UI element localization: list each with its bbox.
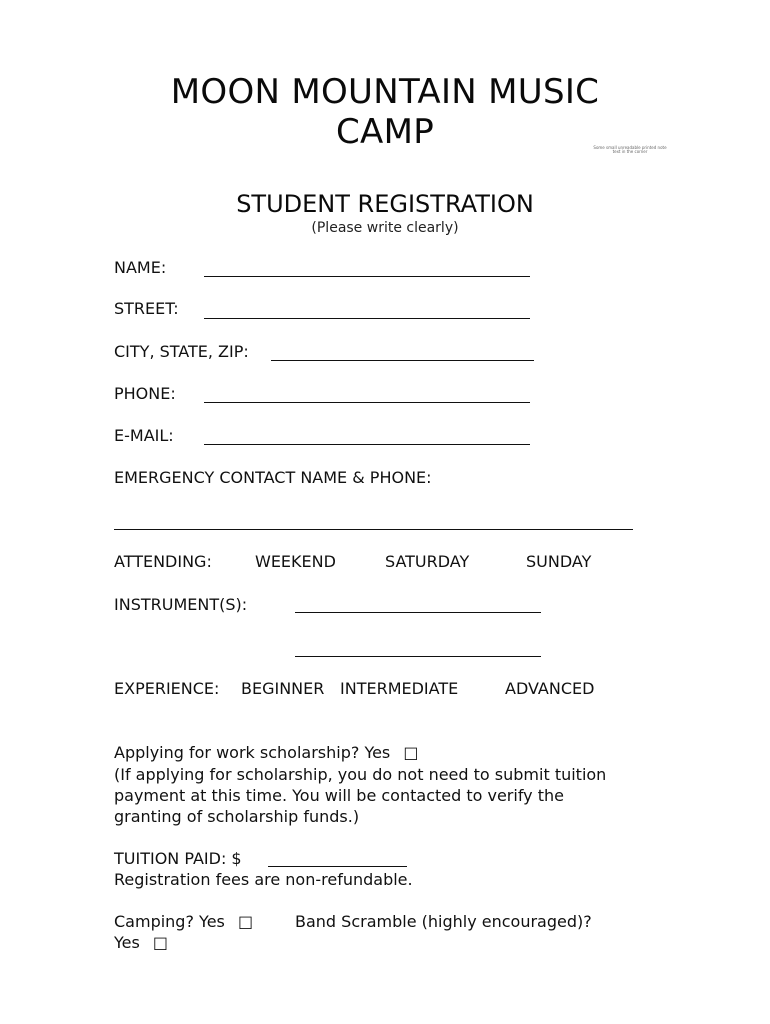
form-hint: (Please write clearly) (311, 220, 459, 236)
tuition-amount-field-line[interactable] (268, 866, 407, 867)
phone-field-line[interactable] (204, 402, 530, 403)
name-field-line[interactable] (204, 276, 530, 277)
attending-option-saturday[interactable]: SATURDAY (385, 552, 470, 571)
email-label: E-MAIL: (114, 426, 174, 445)
attending-option-sunday[interactable]: SUNDAY (526, 552, 592, 571)
experience-option-beginner[interactable]: BEGINNER (241, 679, 325, 698)
attending-option-weekend[interactable]: WEEKEND (255, 552, 336, 571)
experience-option-intermediate[interactable]: INTERMEDIATE (340, 679, 459, 698)
instrument-field-line-2[interactable] (295, 656, 541, 657)
scholarship-question: Applying for work scholarship? Yes (114, 743, 391, 762)
email-field-line[interactable] (204, 444, 530, 445)
corner-note: Some small unreadable printed note text in the corner (593, 145, 667, 154)
band-scramble-yes-label: Yes (114, 933, 140, 952)
phone-label: PHONE: (114, 384, 176, 403)
scholarship-checkbox-icon[interactable]: □ (403, 743, 419, 762)
city-state-zip-label: CITY, STATE, ZIP: (114, 342, 249, 361)
instrument-label: INSTRUMENT(S): (114, 595, 248, 614)
scholarship-note-line-3: granting of scholarship funds.) (114, 807, 360, 826)
scholarship-note-line-1: (If applying for scholarship, you do not need to submit tuition (114, 765, 607, 784)
band-scramble-question: Band Scramble (highly encouraged)? (295, 912, 592, 931)
city-state-zip-field-line[interactable] (271, 360, 534, 361)
band-scramble-answer-row (114, 932, 168, 953)
street-field-line[interactable] (204, 318, 530, 319)
tuition-label: TUITION PAID: $ (114, 849, 242, 868)
camping-checkbox-icon[interactable]: □ (237, 912, 254, 931)
instrument-field-line-1[interactable] (295, 612, 541, 613)
camping-question-row (114, 911, 253, 932)
experience-option-advanced[interactable]: ADVANCED (505, 679, 595, 698)
emergency-contact-label: EMERGENCY CONTACT NAME & PHONE: (114, 468, 432, 487)
camping-question: Camping? Yes (114, 912, 225, 931)
attending-label: ATTENDING: (114, 552, 212, 571)
scholarship-note-line-2: payment at this time. You will be contacted to verify the (114, 786, 564, 805)
scholarship-question-row (114, 742, 418, 763)
street-label: STREET: (114, 299, 179, 318)
refund-policy-note: Registration fees are non-refundable. (114, 870, 413, 889)
camp-title-line-1: MOON MOUNTAIN MUSIC (170, 72, 600, 112)
camp-title-line-2: CAMP (335, 112, 435, 152)
experience-label: EXPERIENCE: (114, 679, 220, 698)
band-scramble-checkbox-icon[interactable]: □ (152, 933, 169, 952)
form-title: STUDENT REGISTRATION (236, 190, 534, 218)
emergency-contact-field-line[interactable] (114, 529, 633, 530)
name-label: NAME: (114, 258, 167, 277)
